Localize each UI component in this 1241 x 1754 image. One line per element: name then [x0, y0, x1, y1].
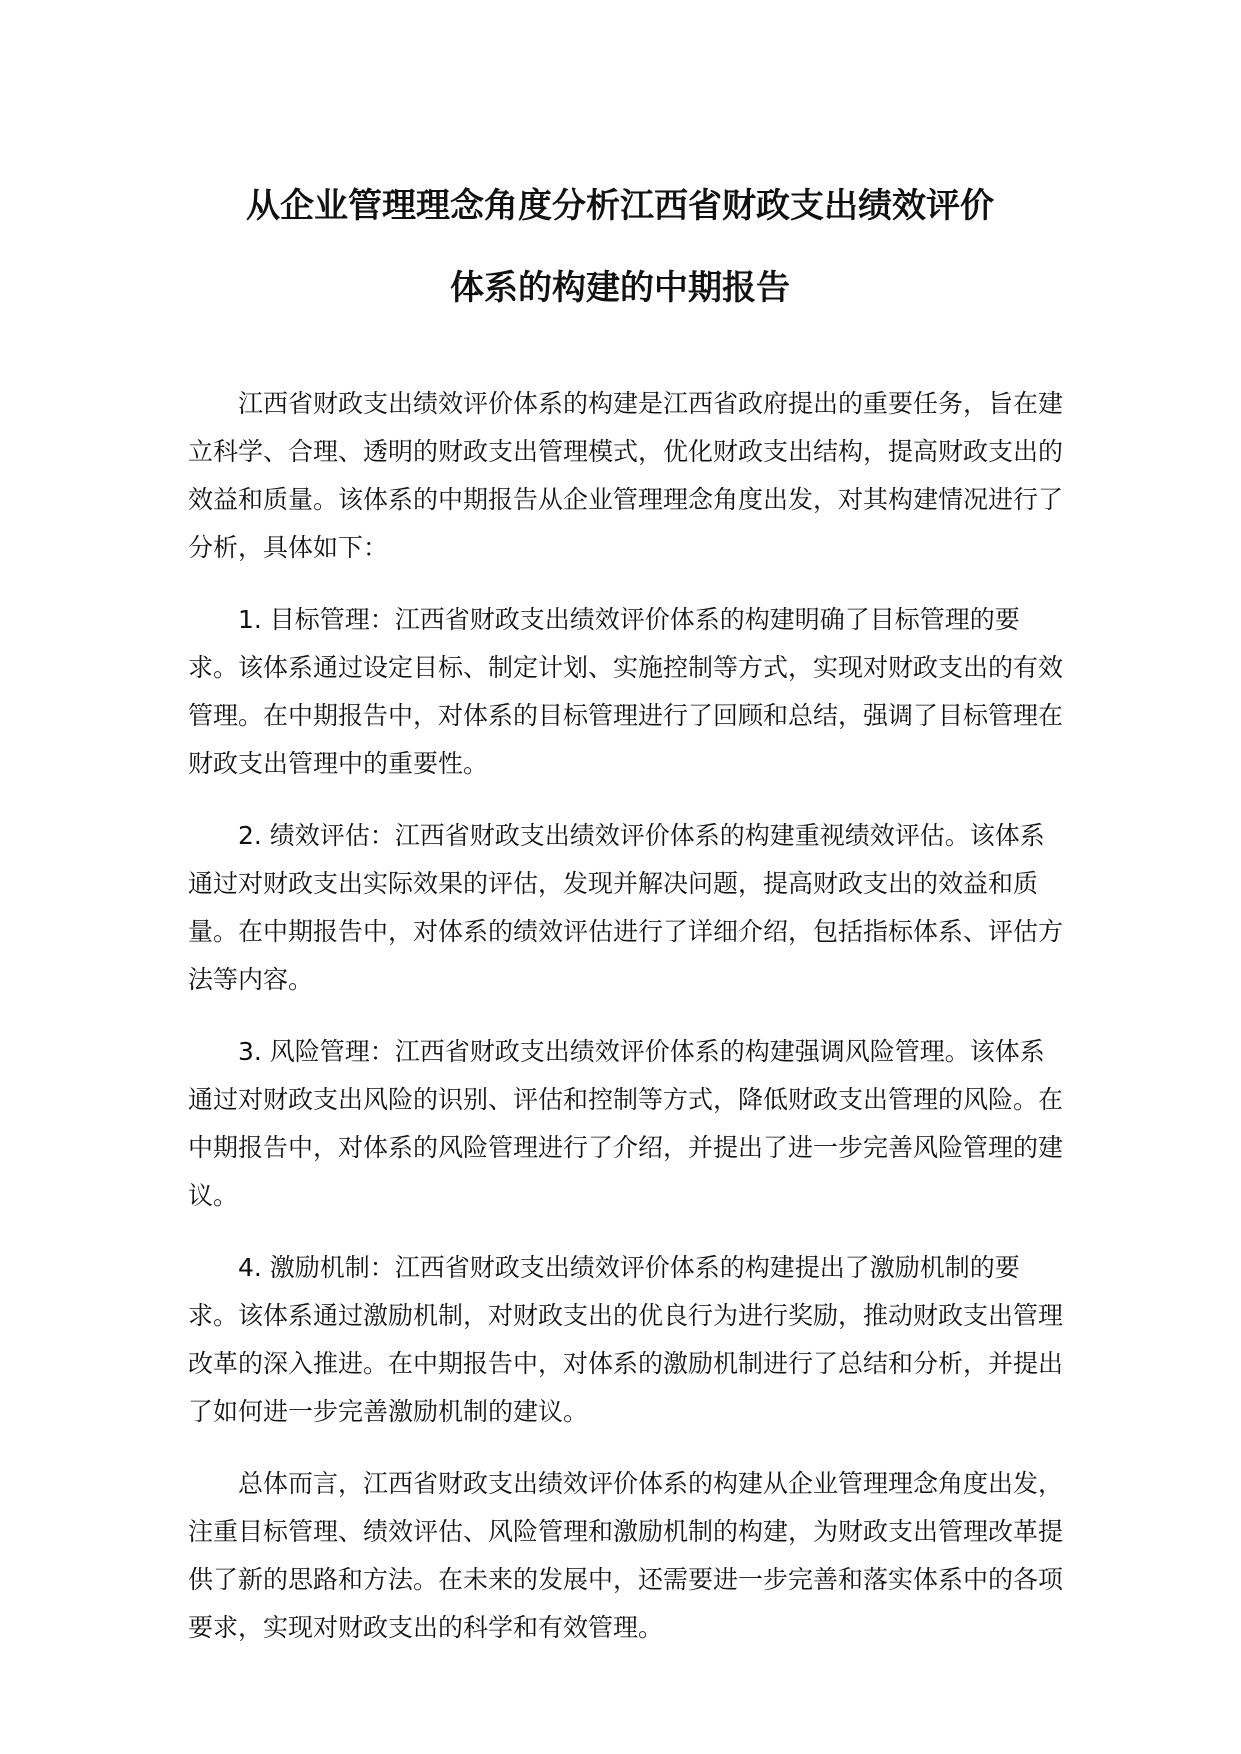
- paragraph-risk-management: 3. 风险管理：江西省财政支出绩效评价体系的构建强调风险管理。该体系通过对财政支出风险的识别、评估和控制等方式，降低财政支出管理的风险。在中期报告中，对体系的风险管理进行了介绍，并提出了进一步完善风险管理的建议。: [188, 1037, 1064, 1210]
- paragraph-incentive-mechanism: 4. 激励机制：江西省财政支出绩效评价体系的构建提出了激励机制的要求。该体系通过激励机制，对财政支出的优良行为进行奖励，推动财政支出管理改革的深入推进。在中期报告中，对体系的激励机制进行了总结和分析，并提出了如何进一步完善激励机制的建议。: [188, 1253, 1064, 1426]
- document-title-line-2: 体系的构建的中期报告: [450, 268, 790, 308]
- document-title-line-1: 从企业管理理念角度分析江西省财政支出绩效评价: [246, 186, 994, 226]
- paragraph-goal-management: 1. 目标管理：江西省财政支出绩效评价体系的构建明确了目标管理的要求。该体系通过设定目标、制定计划、实施控制等方式，实现对财政支出的有效管理。在中期报告中，对体系的目标管理进行了回顾和总结，强调了目标管理在财政支出管理中的重要性。: [188, 605, 1064, 778]
- paragraph-conclusion: 总体而言，江西省财政支出绩效评价体系的构建从企业管理理念角度出发，注重目标管理、绩效评估、风险管理和激励机制的构建，为财政支出管理改革提供了新的思路和方法。在未来的发展中，还需要进一步完善和落实体系中的各项要求，实现对财政支出的科学和有效管理。: [188, 1469, 1064, 1642]
- paragraph-performance-evaluation: 2. 绩效评估：江西省财政支出绩效评价体系的构建重视绩效评估。该体系通过对财政支出实际效果的评估，发现并解决问题，提高财政支出的效益和质量。在中期报告中，对体系的绩效评估进行了详细介绍，包括指标体系、评估方法等内容。: [188, 821, 1064, 994]
- paragraph-intro: 江西省财政支出绩效评价体系的构建是江西省政府提出的重要任务，旨在建立科学、合理、透明的财政支出管理模式，优化财政支出结构，提高财政支出的效益和质量。该体系的中期报告从企业管理理念角度出发，对其构建情况进行了分析，具体如下：: [188, 389, 1064, 562]
- document-body: [188, 380, 1068, 1676]
